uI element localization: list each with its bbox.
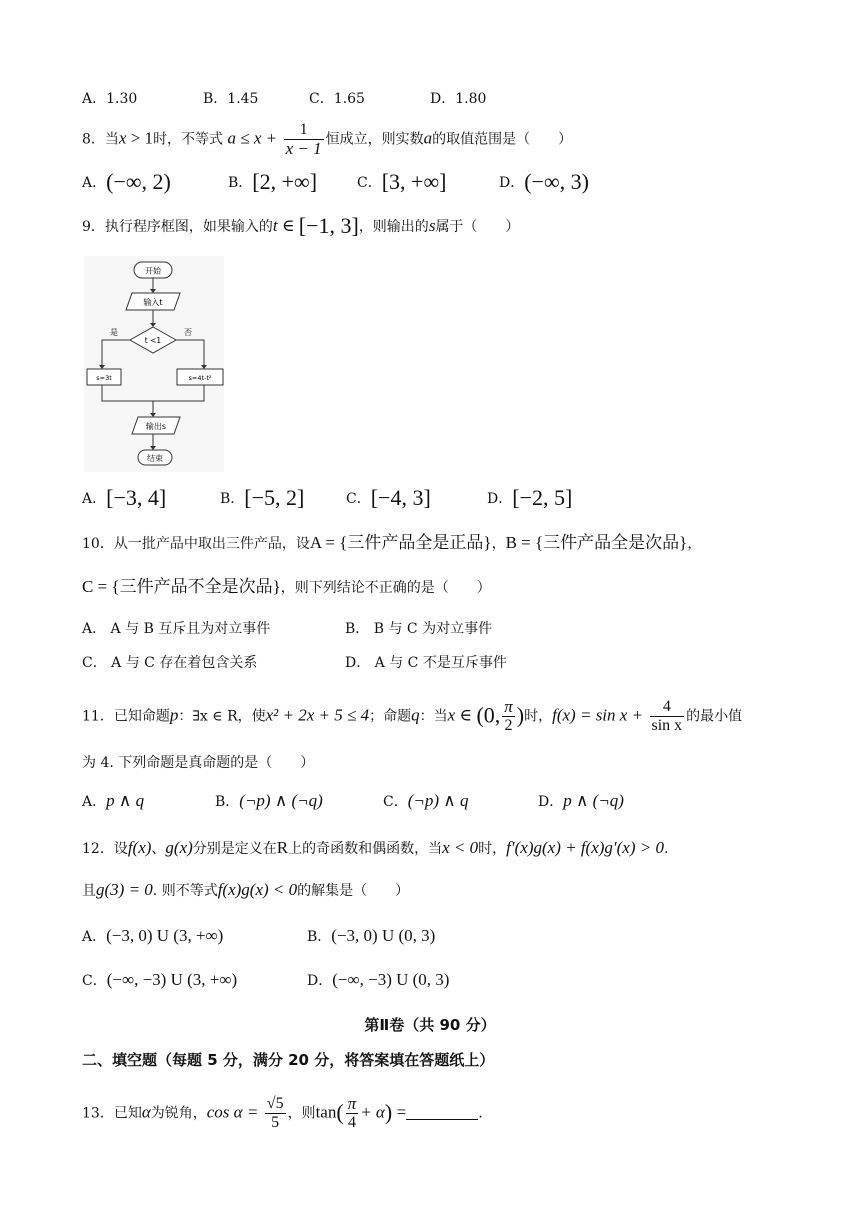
q10-set-b: B = {三件产品全是次品} <box>505 533 688 552</box>
q12-stem-line1 <box>82 838 668 859</box>
q9-b-value: [−5, 2] <box>244 485 305 510</box>
q12-prefix: 12．设 <box>82 841 128 857</box>
q10-option-b: B． B 与 C 为对立事件 <box>345 621 493 637</box>
q12-part3: 时， <box>478 841 507 857</box>
q11-expr1: x² + 2x + 5 ≤ 4 <box>265 705 370 725</box>
q11-option-d <box>538 791 624 812</box>
q12-expr: f′(x)g(x) + f(x)g′(x) > 0 <box>506 838 664 857</box>
q12-c-label: C． <box>82 973 107 989</box>
q9-b-label: B． <box>220 491 245 507</box>
q9-var-s: s <box>428 216 436 235</box>
q10-set-c: C = {三件产品不全是次品} <box>82 577 281 596</box>
q9-stem <box>82 213 520 238</box>
q13-alpha: α <box>141 1102 151 1122</box>
q12-r: R <box>276 838 289 857</box>
q11-pi-den: 2 <box>504 717 513 734</box>
q13-stem <box>82 1095 483 1132</box>
q11-interval-right: ) <box>516 702 525 728</box>
q10-option-a: A． A 与 B 互斥且为对立事件 <box>82 621 271 637</box>
q8-suffix: 恒成立，则实数 <box>325 131 424 148</box>
q9-option-d <box>487 485 573 510</box>
q10-option-c: C． A 与 C 存在着包含关系 <box>82 655 258 671</box>
q9-d-value: [−2, 5] <box>512 485 573 510</box>
q12-option-d <box>307 970 449 991</box>
q13-pi-den: 4 <box>347 1114 356 1131</box>
q13-paren-right: ) <box>384 1099 393 1125</box>
q11-c-value: (¬p) ∧ q <box>407 791 469 810</box>
q9-a-value: [−3, 4] <box>106 485 167 510</box>
flow-input-text: 输入t <box>143 298 163 307</box>
q13-cos: cos α = <box>206 1102 259 1122</box>
q11-interval-left: (0, <box>476 702 501 728</box>
section-fill-blank-heading: 二、填空题（每题 5 分，满分 20 分，将答案填在答题纸上） <box>82 1051 495 1069</box>
q9-interval: [−1, 3] <box>298 213 359 238</box>
q11-b-value: (¬p) ∧ (¬q) <box>239 791 323 810</box>
q13-prefix: 13．已知 <box>82 1105 142 1122</box>
q13-cos-num: √5 <box>266 1095 284 1112</box>
q11-part4: 时， <box>524 708 553 725</box>
q12-d-label: D． <box>307 973 333 989</box>
q13-end: . <box>478 1105 483 1122</box>
q12-option-c <box>82 970 237 991</box>
flow-start-text: 开始 <box>145 266 161 276</box>
flow-right-text: s=4t-t² <box>188 374 212 382</box>
q9-a-label: A． <box>82 491 107 507</box>
q7-option-d: D．1.80 <box>430 91 487 107</box>
q13-eq: = <box>396 1102 407 1122</box>
flow-end-text: 结束 <box>147 454 163 463</box>
q11-f-num: 4 <box>650 698 685 717</box>
q12-line2-tail: 的解集是（ ） <box>297 883 410 899</box>
q8-tail: 的取值范围是（ ） <box>432 131 573 148</box>
q10-prefix: 10．从一批产品中取出三件产品，设 <box>82 536 310 552</box>
q7-option-c: C．1.65 <box>309 91 365 107</box>
q9-option-a <box>82 485 167 510</box>
flow-left-text: s=3t <box>96 374 112 382</box>
q12-a-value: (−3, 0) U (3, +∞) <box>106 926 224 945</box>
q8-option-b <box>228 169 318 194</box>
program-flowchart <box>84 256 224 472</box>
q11-prefix: 11．已知命题 <box>82 708 170 725</box>
q12-cond: x < 0 <box>442 838 479 857</box>
q11-part3: ：当 <box>419 708 448 725</box>
q13-part2: ，则 <box>287 1105 316 1122</box>
q9-c-value: [−4, 3] <box>370 485 431 510</box>
q8-stem <box>82 121 572 158</box>
q12-d-value: (−∞, −3) U (0, 3) <box>332 970 450 989</box>
flow-yes-label: 是 <box>110 328 118 337</box>
q13-cos-den: 5 <box>271 1114 280 1131</box>
q8-frac-den: x − 1 <box>285 139 322 158</box>
q12-g3: g(3) = 0 <box>96 880 153 899</box>
q13-paren-left: ( <box>336 1099 344 1125</box>
q13-answer-blank[interactable] <box>406 1119 478 1120</box>
q8-d-value: (−∞, 3) <box>524 169 589 194</box>
q13-cos-fraction <box>265 1095 286 1132</box>
flow-decision-text: t <1 <box>144 336 162 345</box>
q9-prefix: 9．执行程序框图，如果输入的 <box>82 219 273 235</box>
q7-option-b: B．1.45 <box>203 91 259 107</box>
q13-pi-num: π <box>347 1094 357 1113</box>
q12-a-label: A． <box>82 929 107 945</box>
q12-line2-mid: . 则不等式 <box>152 883 218 899</box>
q12-b-label: B． <box>307 929 332 945</box>
q11-pi-fraction <box>502 698 515 735</box>
q12-f: f(x) <box>127 838 152 857</box>
q11-part2: ；命题 <box>369 708 412 725</box>
q9-option-b <box>220 485 305 510</box>
q8-ineq: a ≤ x + <box>227 128 278 148</box>
q10-option-d: D． A 与 C 不是互斥事件 <box>345 655 507 671</box>
q10-line1-tail: ， <box>687 536 702 552</box>
q9-tail: 属于（ ） <box>435 219 520 235</box>
q11-d-label: D． <box>538 794 564 810</box>
q12-part1: 分别是定义在 <box>192 841 277 857</box>
q13-part1: 为锐角， <box>150 1105 207 1122</box>
q12-option-a <box>82 926 223 947</box>
q11-func: f(x) = sin x + <box>552 705 644 725</box>
q13-tan: tan <box>315 1102 337 1122</box>
q11-a-value: p ∧ q <box>106 791 145 810</box>
q8-a-value: (−∞, 2) <box>106 169 171 194</box>
q8-frac-num: 1 <box>284 121 324 140</box>
q8-b-value: [2, +∞] <box>252 169 318 194</box>
q8-option-a <box>82 169 171 194</box>
q11-f-den: sin x <box>651 717 683 734</box>
q12-b-value: (−3, 0) U (0, 3) <box>331 926 436 945</box>
q8-cond: > 1 <box>126 128 154 148</box>
q8-var-x: x <box>118 128 127 148</box>
q12-stem-line2 <box>82 880 409 901</box>
q10-stem-line1 <box>82 533 701 554</box>
q11-d-value: p ∧ (¬q) <box>563 791 624 810</box>
q12-option-b <box>307 926 435 947</box>
q11-option-b <box>215 791 323 812</box>
flow-no-label: 否 <box>184 328 192 337</box>
q12-part2: 上的奇函数和偶函数，当 <box>288 841 443 857</box>
q8-b-label: B． <box>228 175 253 191</box>
q12-g: g(x) <box>165 838 193 857</box>
q13-plus-alpha: + α <box>360 1102 385 1122</box>
q10-line2-tail: ，则下列结论不正确的是（ ） <box>280 580 491 596</box>
q9-in: ∈ <box>277 216 299 235</box>
q9-option-c <box>346 485 431 510</box>
q12-end: . <box>663 841 669 857</box>
q11-option-a <box>82 791 144 812</box>
q12-ineq: f(x)g(x) < 0 <box>217 880 298 899</box>
q9-d-label: D． <box>487 491 513 507</box>
q7-option-a: A．1.30 <box>82 91 138 107</box>
q12-c-value: (−∞, −3) U (3, +∞) <box>106 970 238 989</box>
q11-a-label: A． <box>82 794 107 810</box>
q8-var-a: a <box>423 128 433 148</box>
q10-sep: ， <box>491 536 506 552</box>
q8-fraction <box>284 121 324 158</box>
q12-line2-prefix: 且 <box>82 883 96 899</box>
q12-sep: 、 <box>151 841 166 857</box>
flow-output-text: 输出s <box>145 422 167 431</box>
q11-pi-num: π <box>504 697 513 716</box>
q11-part5: 的最小值 <box>686 708 743 725</box>
q8-prefix: 8．当 <box>82 131 119 148</box>
q8-c-value: [3, +∞] <box>381 169 447 194</box>
q13-pi-fraction <box>346 1095 359 1132</box>
q11-stem-line1 <box>82 698 742 735</box>
q11-x-in: x ∈ <box>447 705 472 725</box>
part2-title: 第Ⅱ卷（共 90 分） <box>364 1016 496 1034</box>
q8-c-label: C． <box>357 175 382 191</box>
q11-c-label: C． <box>383 794 408 810</box>
q8-mid: 时，不等式 <box>153 131 224 148</box>
q11-p: p <box>169 705 179 725</box>
q8-option-d <box>499 169 589 194</box>
q11-option-c <box>383 791 468 812</box>
q8-option-c <box>357 169 447 194</box>
q9-mid: ，则输出的 <box>358 219 429 235</box>
q11-func-fraction <box>650 698 685 735</box>
q9-c-label: C． <box>346 491 371 507</box>
q10-stem-line2 <box>82 577 491 598</box>
q8-a-label: A． <box>82 175 107 191</box>
q8-d-label: D． <box>499 175 525 191</box>
q11-q: q <box>411 705 420 725</box>
q11-stem-line2: 为 4. 下列命题是真命题的是（ ） <box>82 755 315 771</box>
q11-part1: ：∃x ∈ R，使 <box>178 708 266 725</box>
q9-var-t: t <box>272 216 278 235</box>
q10-set-a: A = {三件产品全是正品} <box>309 533 492 552</box>
q11-b-label: B． <box>215 794 240 810</box>
